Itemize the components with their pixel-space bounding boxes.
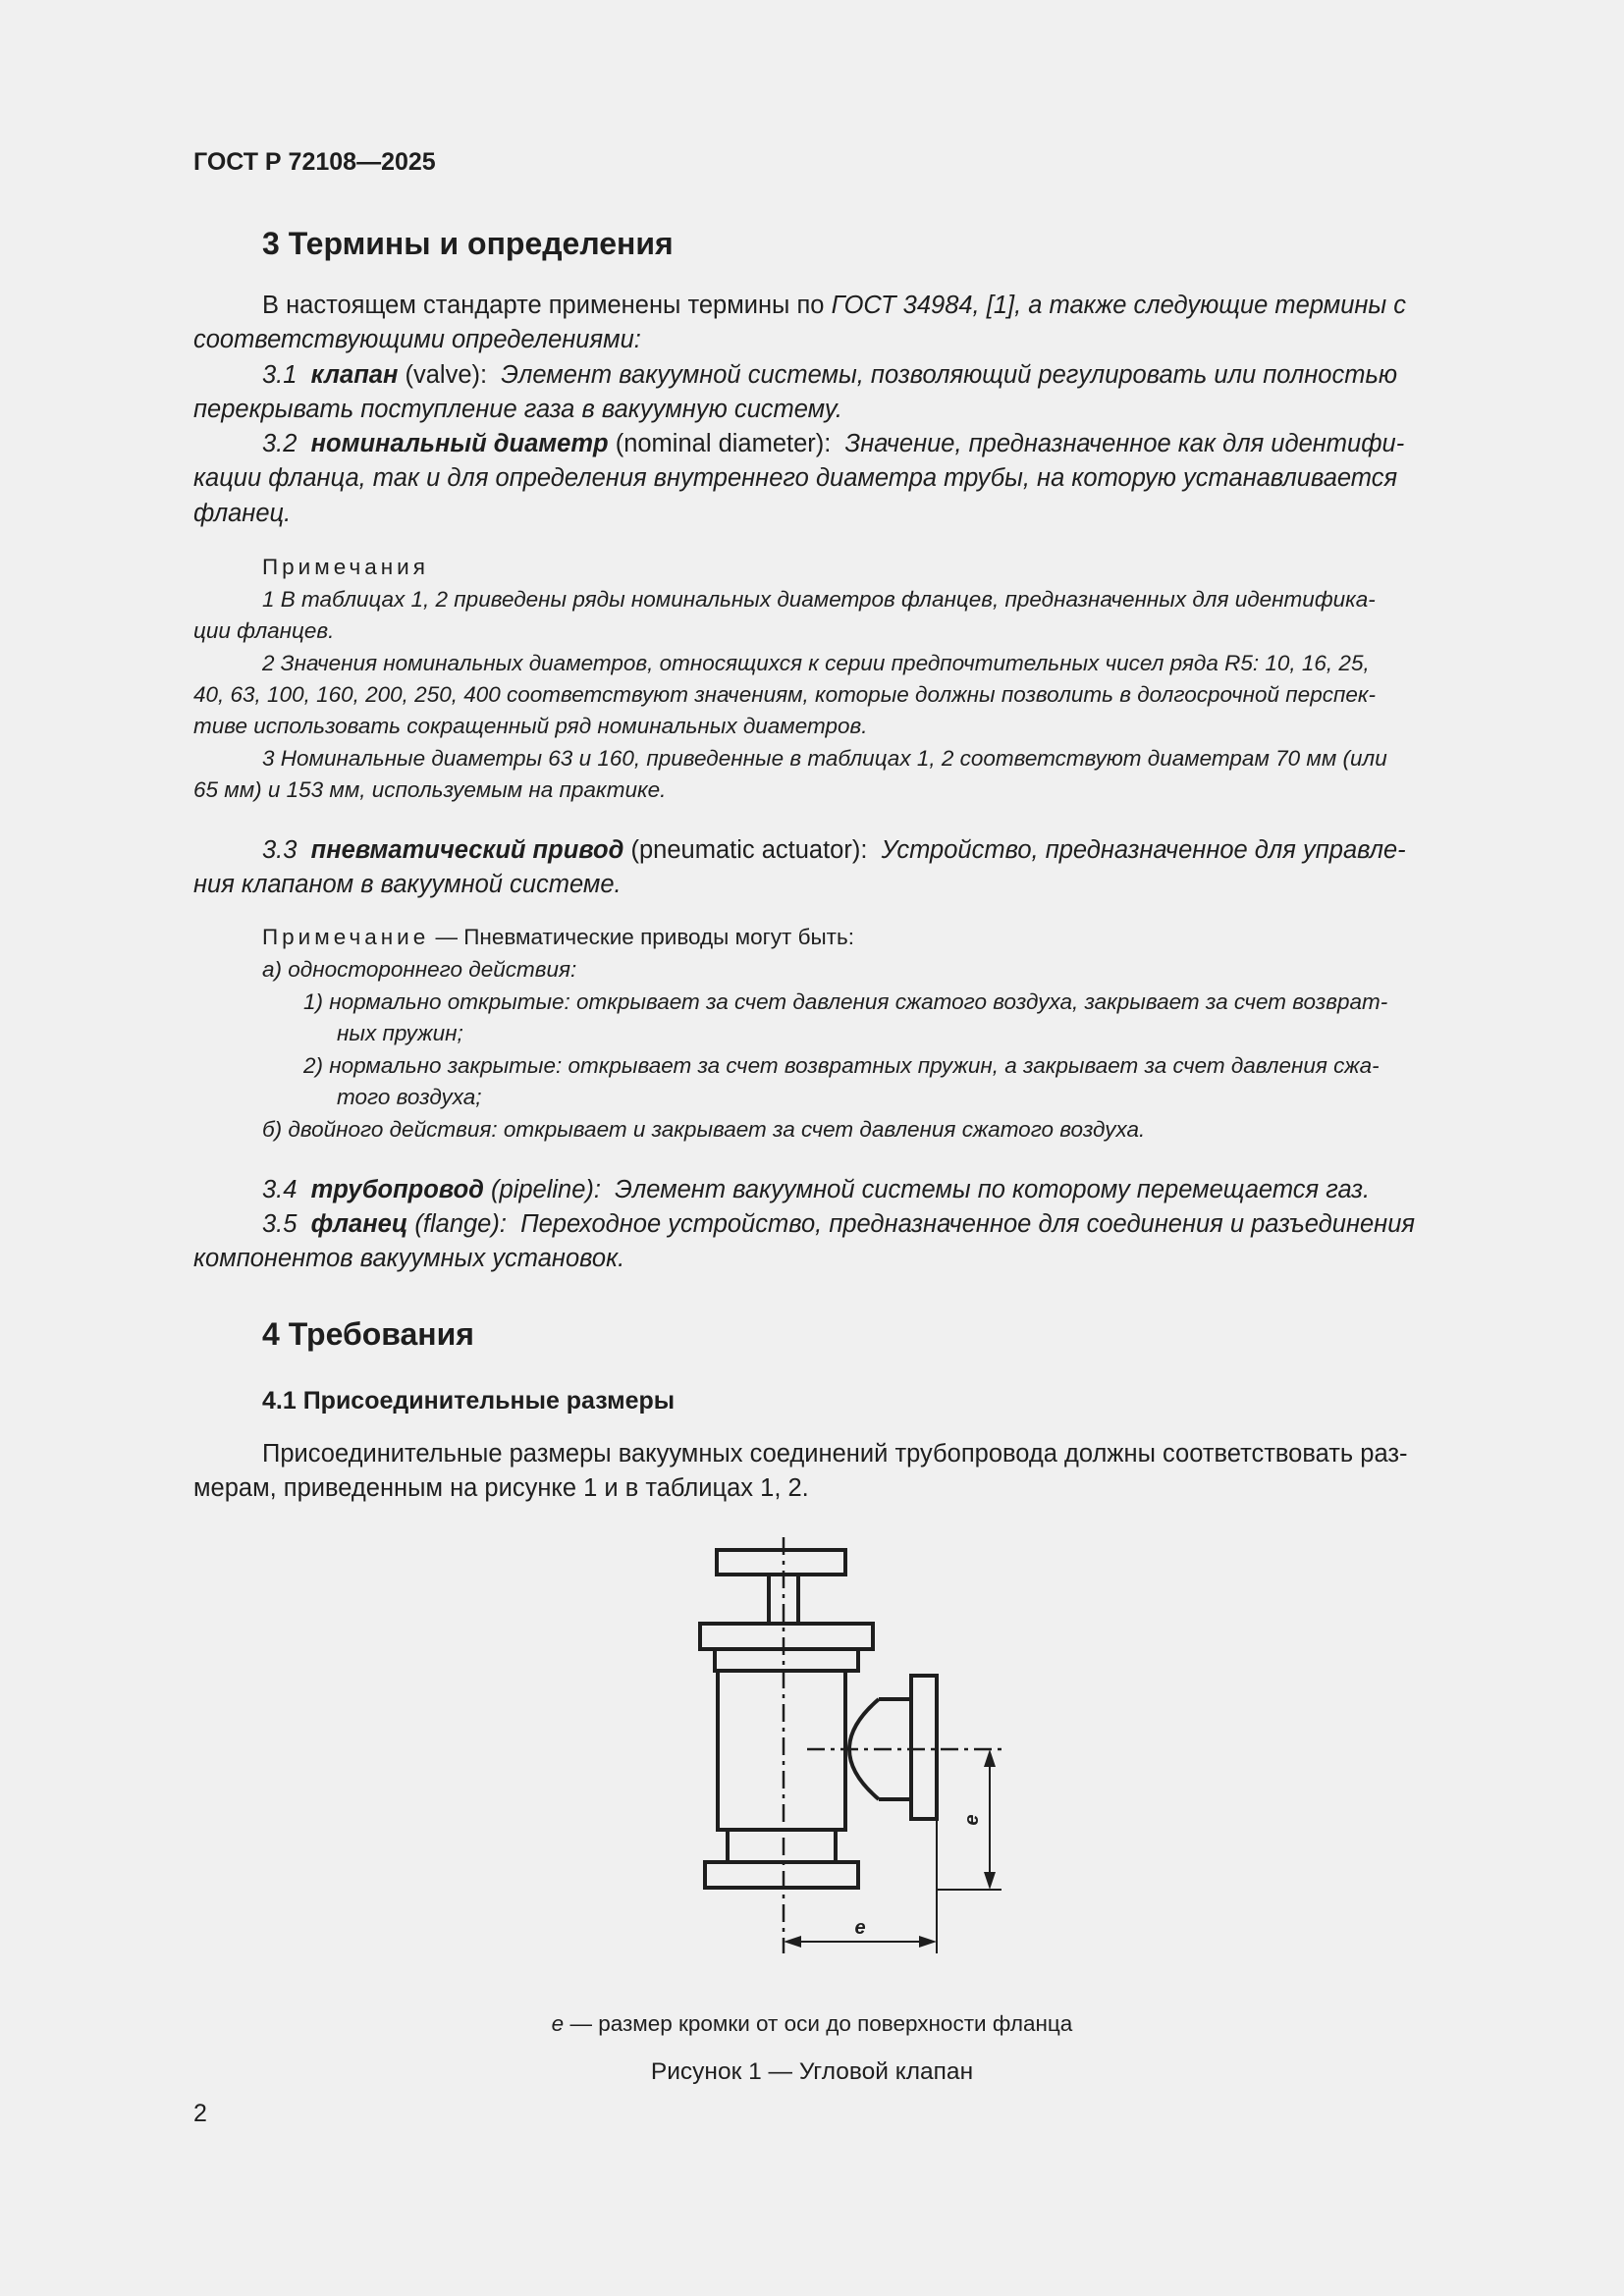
note-3-3-item-a1: 1) нормально открытые: открывает за счет давления сжатого воздуха, закрывает за счет возврат-: [303, 989, 1388, 1014]
section-4-1-para-line-2: мерам, приведенным на рисунке 1 и в таблицах 1, 2.: [193, 1474, 809, 1502]
note-3-3-item-a: а) одностороннего действия:: [262, 957, 577, 982]
figure-title: Рисунок 1 — Угловой клапан: [650, 2057, 974, 2085]
term-3-1-cont: перекрывать поступление газа в вакуумную систему.: [193, 396, 842, 423]
note-3-line-2: 65 мм) и 153 мм, используемым на практике.: [193, 777, 667, 802]
term-3-4: 3.4 трубопровод (pipeline): Элемент вакуумной системы по которому перемещается газ.: [262, 1176, 1371, 1203]
dimension-label-vertical: e: [961, 1814, 983, 1826]
note-3-line-1: 3 Номинальные диаметры 63 и 160, приведенные в таблицах 1, 2 соответствуют диаметрам 70 мм (или: [262, 746, 1387, 771]
intro-line-1: В настоящем стандарте применены термины по ГОСТ 34984, [1], а также следующие термины с: [262, 292, 1407, 319]
note-1-line-1: 1 В таблицах 1, 2 приведены ряды номинальных диаметров фланцев, предназначенных для идентифика-: [262, 587, 1376, 612]
side-flange: [911, 1676, 937, 1819]
valve-body: [718, 1671, 845, 1830]
term-3-3-cont: ния клапаном в вакуумной системе.: [193, 871, 622, 898]
arrow-right: [919, 1936, 937, 1948]
page-number: 2: [193, 2100, 207, 2127]
note-2-line-3: тиве использовать сокращенный ряд номинальных диаметров.: [193, 714, 868, 738]
term-3-5: 3.5 фланец (flange): Переходное устройство, предназначенное для соединения и разъединения: [262, 1210, 1415, 1238]
section-3-title: 3 Термины и определения: [262, 226, 674, 261]
document-header: ГОСТ Р 72108—2025: [193, 148, 436, 176]
note-3-3-item-a1-cont: ных пружин;: [337, 1021, 463, 1045]
subsection-4-1-title: 4.1 Присоединительные размеры: [262, 1387, 676, 1415]
section-4-1-para-line-1: Присоединительные размеры вакуумных соединений трубопровода должны соответствовать раз-: [262, 1440, 1408, 1468]
notes-label: Примечания: [262, 555, 429, 579]
handle-plate: [717, 1550, 845, 1575]
note-3-3-item-b: б) двойного действия: открывает и закрывает за счет давления сжатого воздуха.: [262, 1117, 1146, 1142]
valve-outline: [700, 1550, 937, 1888]
arrow-down: [984, 1872, 996, 1890]
lower-neck: [728, 1830, 836, 1862]
term-3-2-cont-2: фланец.: [193, 500, 292, 527]
bonnet-lip: [715, 1649, 858, 1671]
arrow-left: [784, 1936, 801, 1948]
angle-valve-figure: [677, 1531, 1031, 1963]
note-3-3-item-a2-cont: того воздуха;: [337, 1085, 482, 1109]
term-3-2-cont-1: кации фланца, так и для определения внутреннего диаметра трубы, на которую устанавливается: [193, 464, 1398, 492]
note-3-3-item-a2: 2) нормально закрытые: открывает за счет возвратных пружин, а закрывает за счет давления сжа-: [303, 1053, 1380, 1078]
term-3-2: 3.2 номинальный диаметр (nominal diameter): Значение, предназначенное как для идентифи-: [262, 430, 1405, 457]
intro-line-2: соответствующими определениями:: [193, 326, 641, 353]
center-lines: [784, 1537, 1001, 1953]
dimension-label-horizontal: e: [854, 1917, 866, 1939]
section-4-title: 4 Требования: [262, 1316, 474, 1352]
bonnet-flange: [700, 1624, 873, 1649]
arrow-up: [984, 1749, 996, 1767]
note-2-line-1: 2 Значения номинальных диаметров, относящихся к серии предпочтительных чисел ряда R5: 10, 16, 25,: [262, 651, 1370, 675]
term-3-1: 3.1 клапан (valve): Элемент вакуумной системы, позволяющий регулировать или полностью: [262, 361, 1398, 389]
note-3-3-intro: Примечание — Пневматические приводы могут быть:: [262, 925, 854, 949]
term-3-3: 3.3 пневматический привод (pneumatic actuator): Устройство, предназначенное для управле-: [262, 836, 1406, 864]
note-2-line-2: 40, 63, 100, 160, 200, 250, 400 соответствуют значениям, которые должны позволить в долгосрочной перспек-: [193, 682, 1376, 707]
dimension-arrows: [784, 1749, 996, 1948]
bottom-flange: [705, 1862, 858, 1888]
note-1-line-2: ции фланцев.: [193, 618, 335, 643]
term-3-5-cont: компонентов вакуумных установок.: [193, 1245, 625, 1272]
dimension-lines: [787, 1753, 1001, 1953]
figure-caption: e — размер кромки от оси до поверхности фланца: [551, 2010, 1073, 2036]
